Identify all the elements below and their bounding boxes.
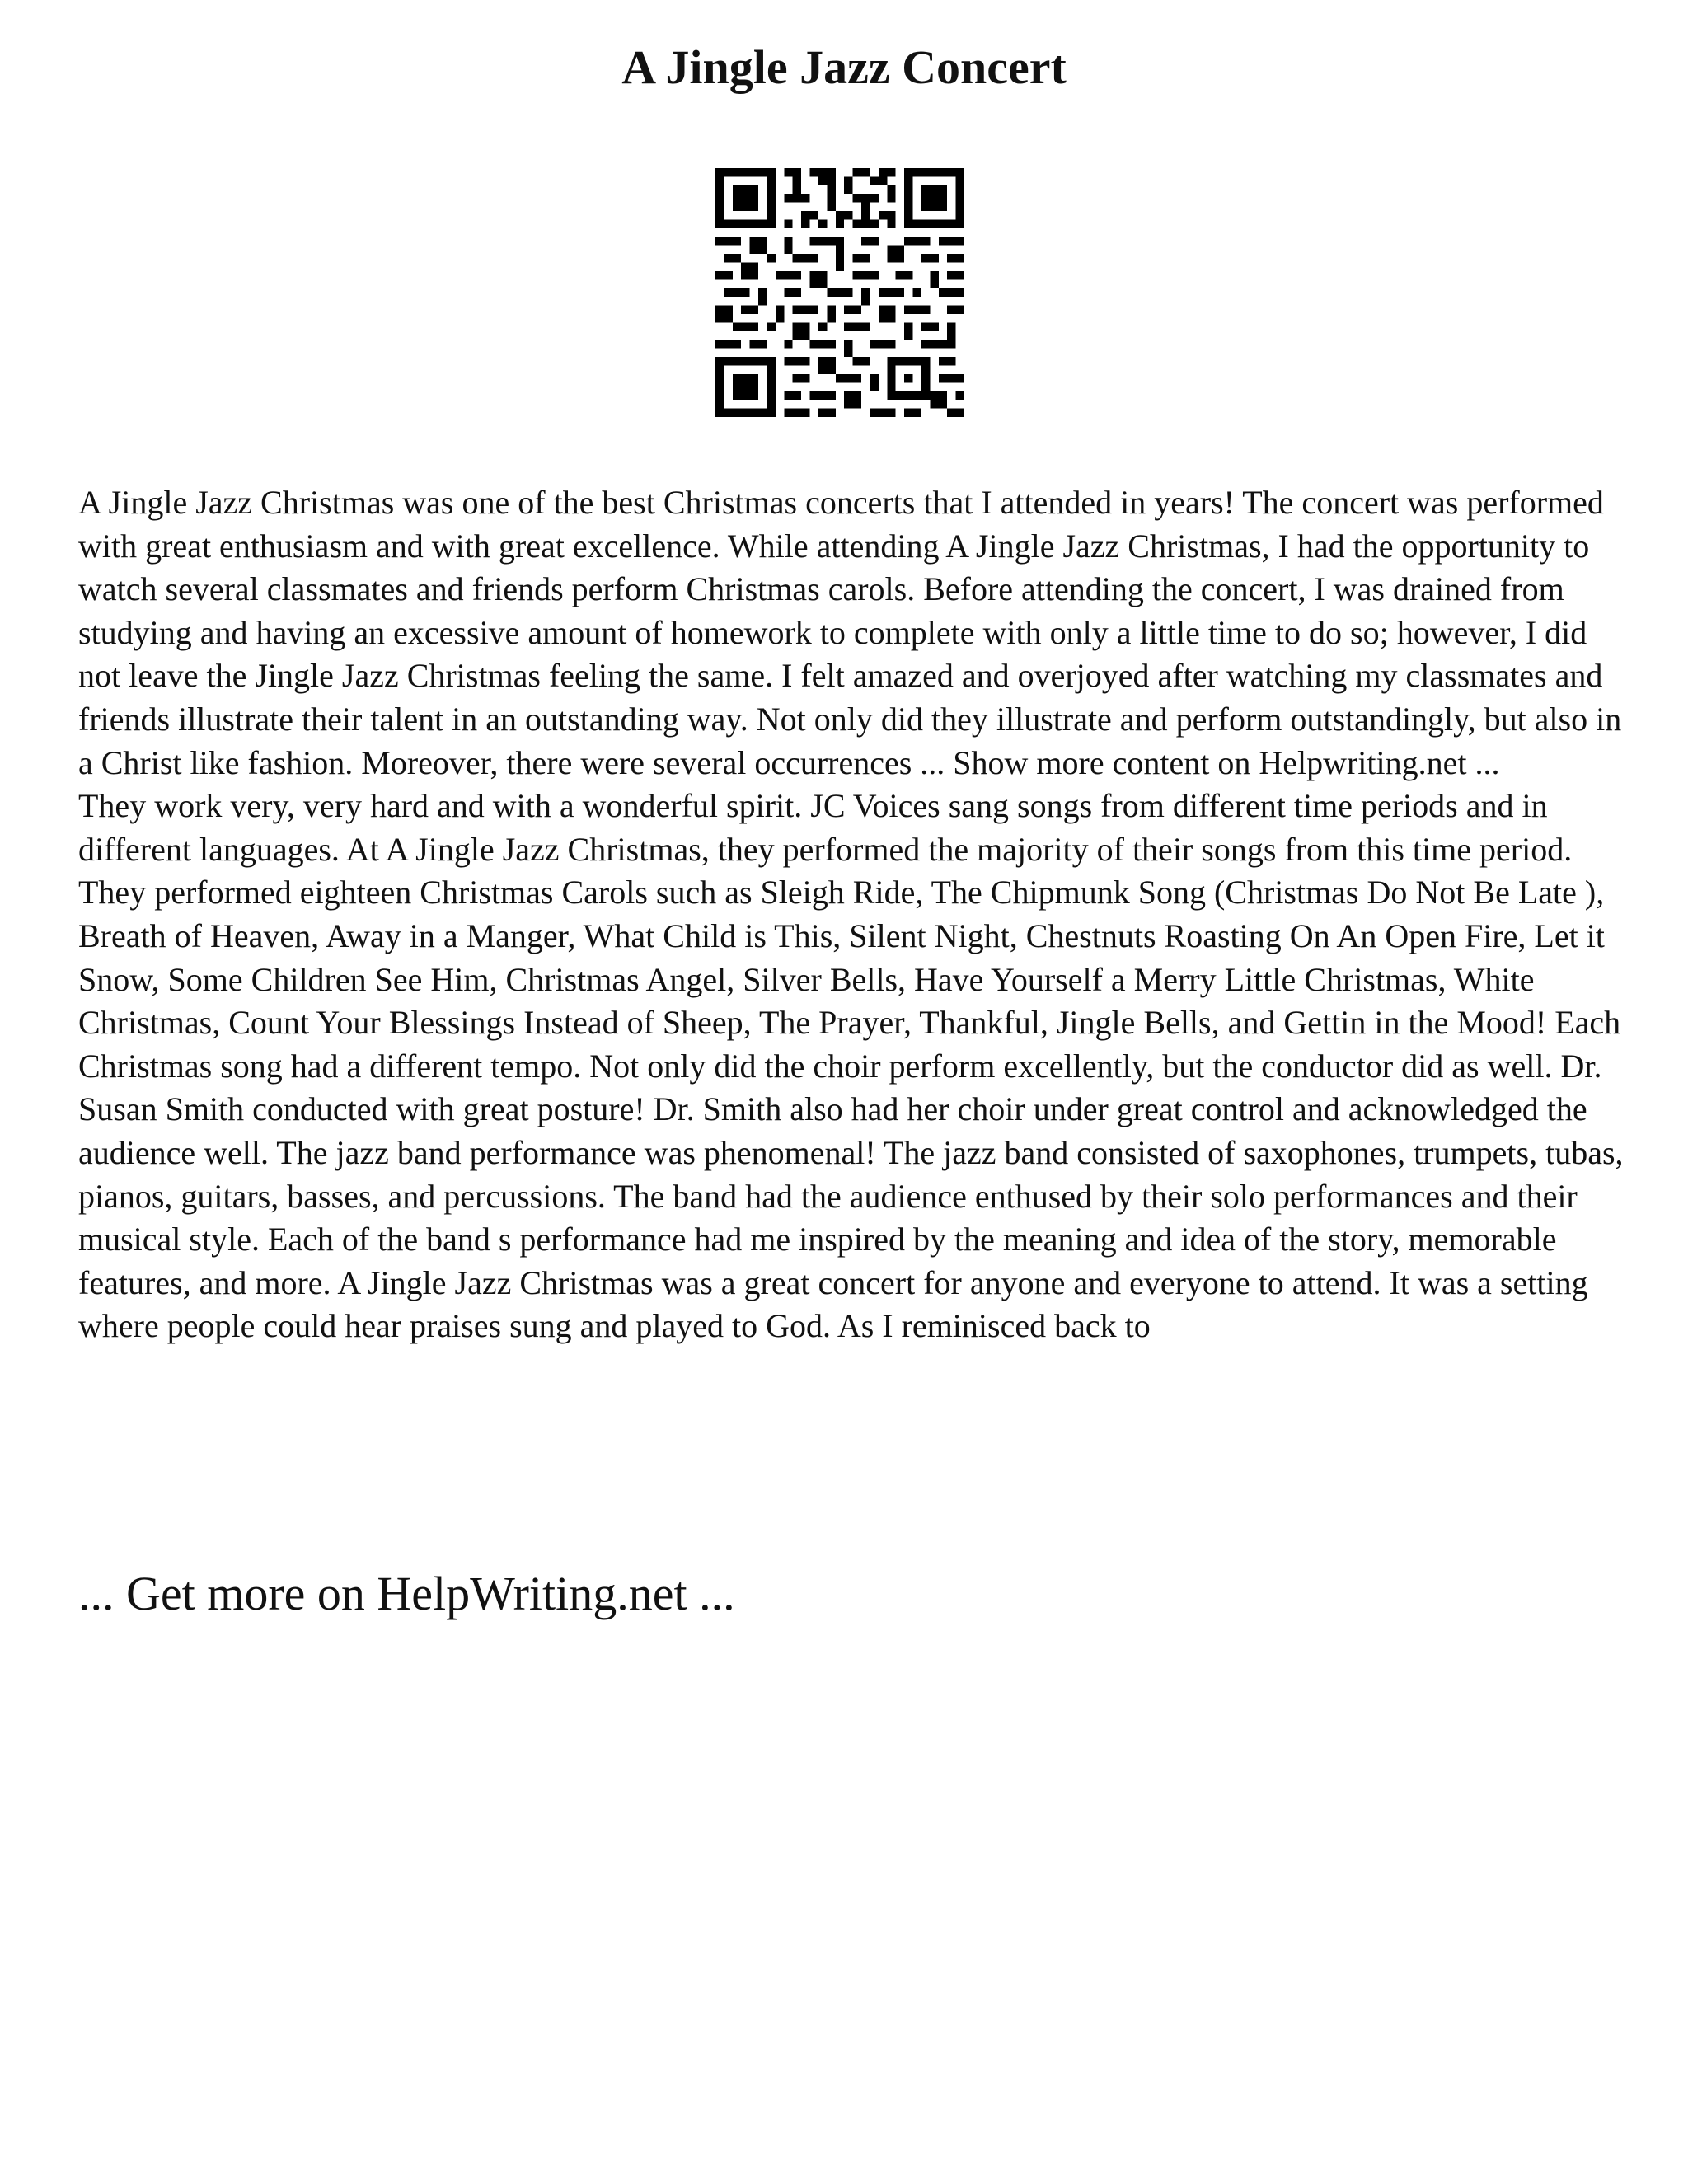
article-body <box>78 481 1628 1348</box>
article-paragraph: A Jingle Jazz Christmas was one of the best Christmas concerts that I attended in years! The concert was performed with great enthusiasm and with great excellence. While attending A Jingle Jazz Christmas, I had the opportunity to watch several classmates and friends perform Christmas carols. Before attending the concert, I was drained from studying and having an excessive amount of homework to complete with only a little time to do so; however, I did not leave the Jingle Jazz Christmas feeling the same. I felt amazed and overjoyed after watching my classmates and friends illustrate their talent in an outstanding way. Not only did they illustrate and perform outstandingly, but also in a Christ like fashion. Moreover, there were several occurrences ... Show more content on Helpwriting.net ... <box>78 484 1622 781</box>
page-title: A Jingle Jazz Concert <box>621 40 1067 94</box>
qr-code-icon <box>715 168 964 417</box>
article-paragraph: They work very, very hard and with a wonderful spirit. JC Voices sang songs from different time periods and in different languages. At A Jingle Jazz Christmas, they performed the majority of their songs from this time period. They performed eighteen Christmas Carols such as Sleigh Ride, The Chipmunk Song (Christmas Do Not Be Late ), Breath of Heaven, Away in a Manger, What Child is This, Silent Night, Chestnuts Roasting On An Open Fire, Let it Snow, Some Children See Him, Christmas Angel, Silver Bells, Have Yourself a Merry Little Christmas, White Christmas, Count Your Blessings Instead of Sheep, The Prayer, Thankful, Jingle Bells, and Gettin in the Mood! Each Christmas song had a different tempo. Not only did the choir perform excellently, but the conductor did as well. Dr. Susan Smith conducted with great posture! Dr. Smith also had her choir under great control and acknowledged the audience well. The jazz band performance was phenomenal! The jazz band consisted of saxophones, trumpets, tubas, pianos, guitars, basses, and percussions. The band had the audience enthused by their solo performances and their musical style. Each of the band s performance had me inspired by the meaning and idea of the story, memorable features, and more. A Jingle Jazz Christmas was a great concert for anyone and everyone to attend. It was a setting where people could hear praises sung and played to God. As I reminisced back to <box>78 787 1624 1345</box>
get-more-link[interactable]: ... Get more on HelpWriting.net ... <box>78 1567 735 1620</box>
qr-code-graphic <box>715 168 964 417</box>
